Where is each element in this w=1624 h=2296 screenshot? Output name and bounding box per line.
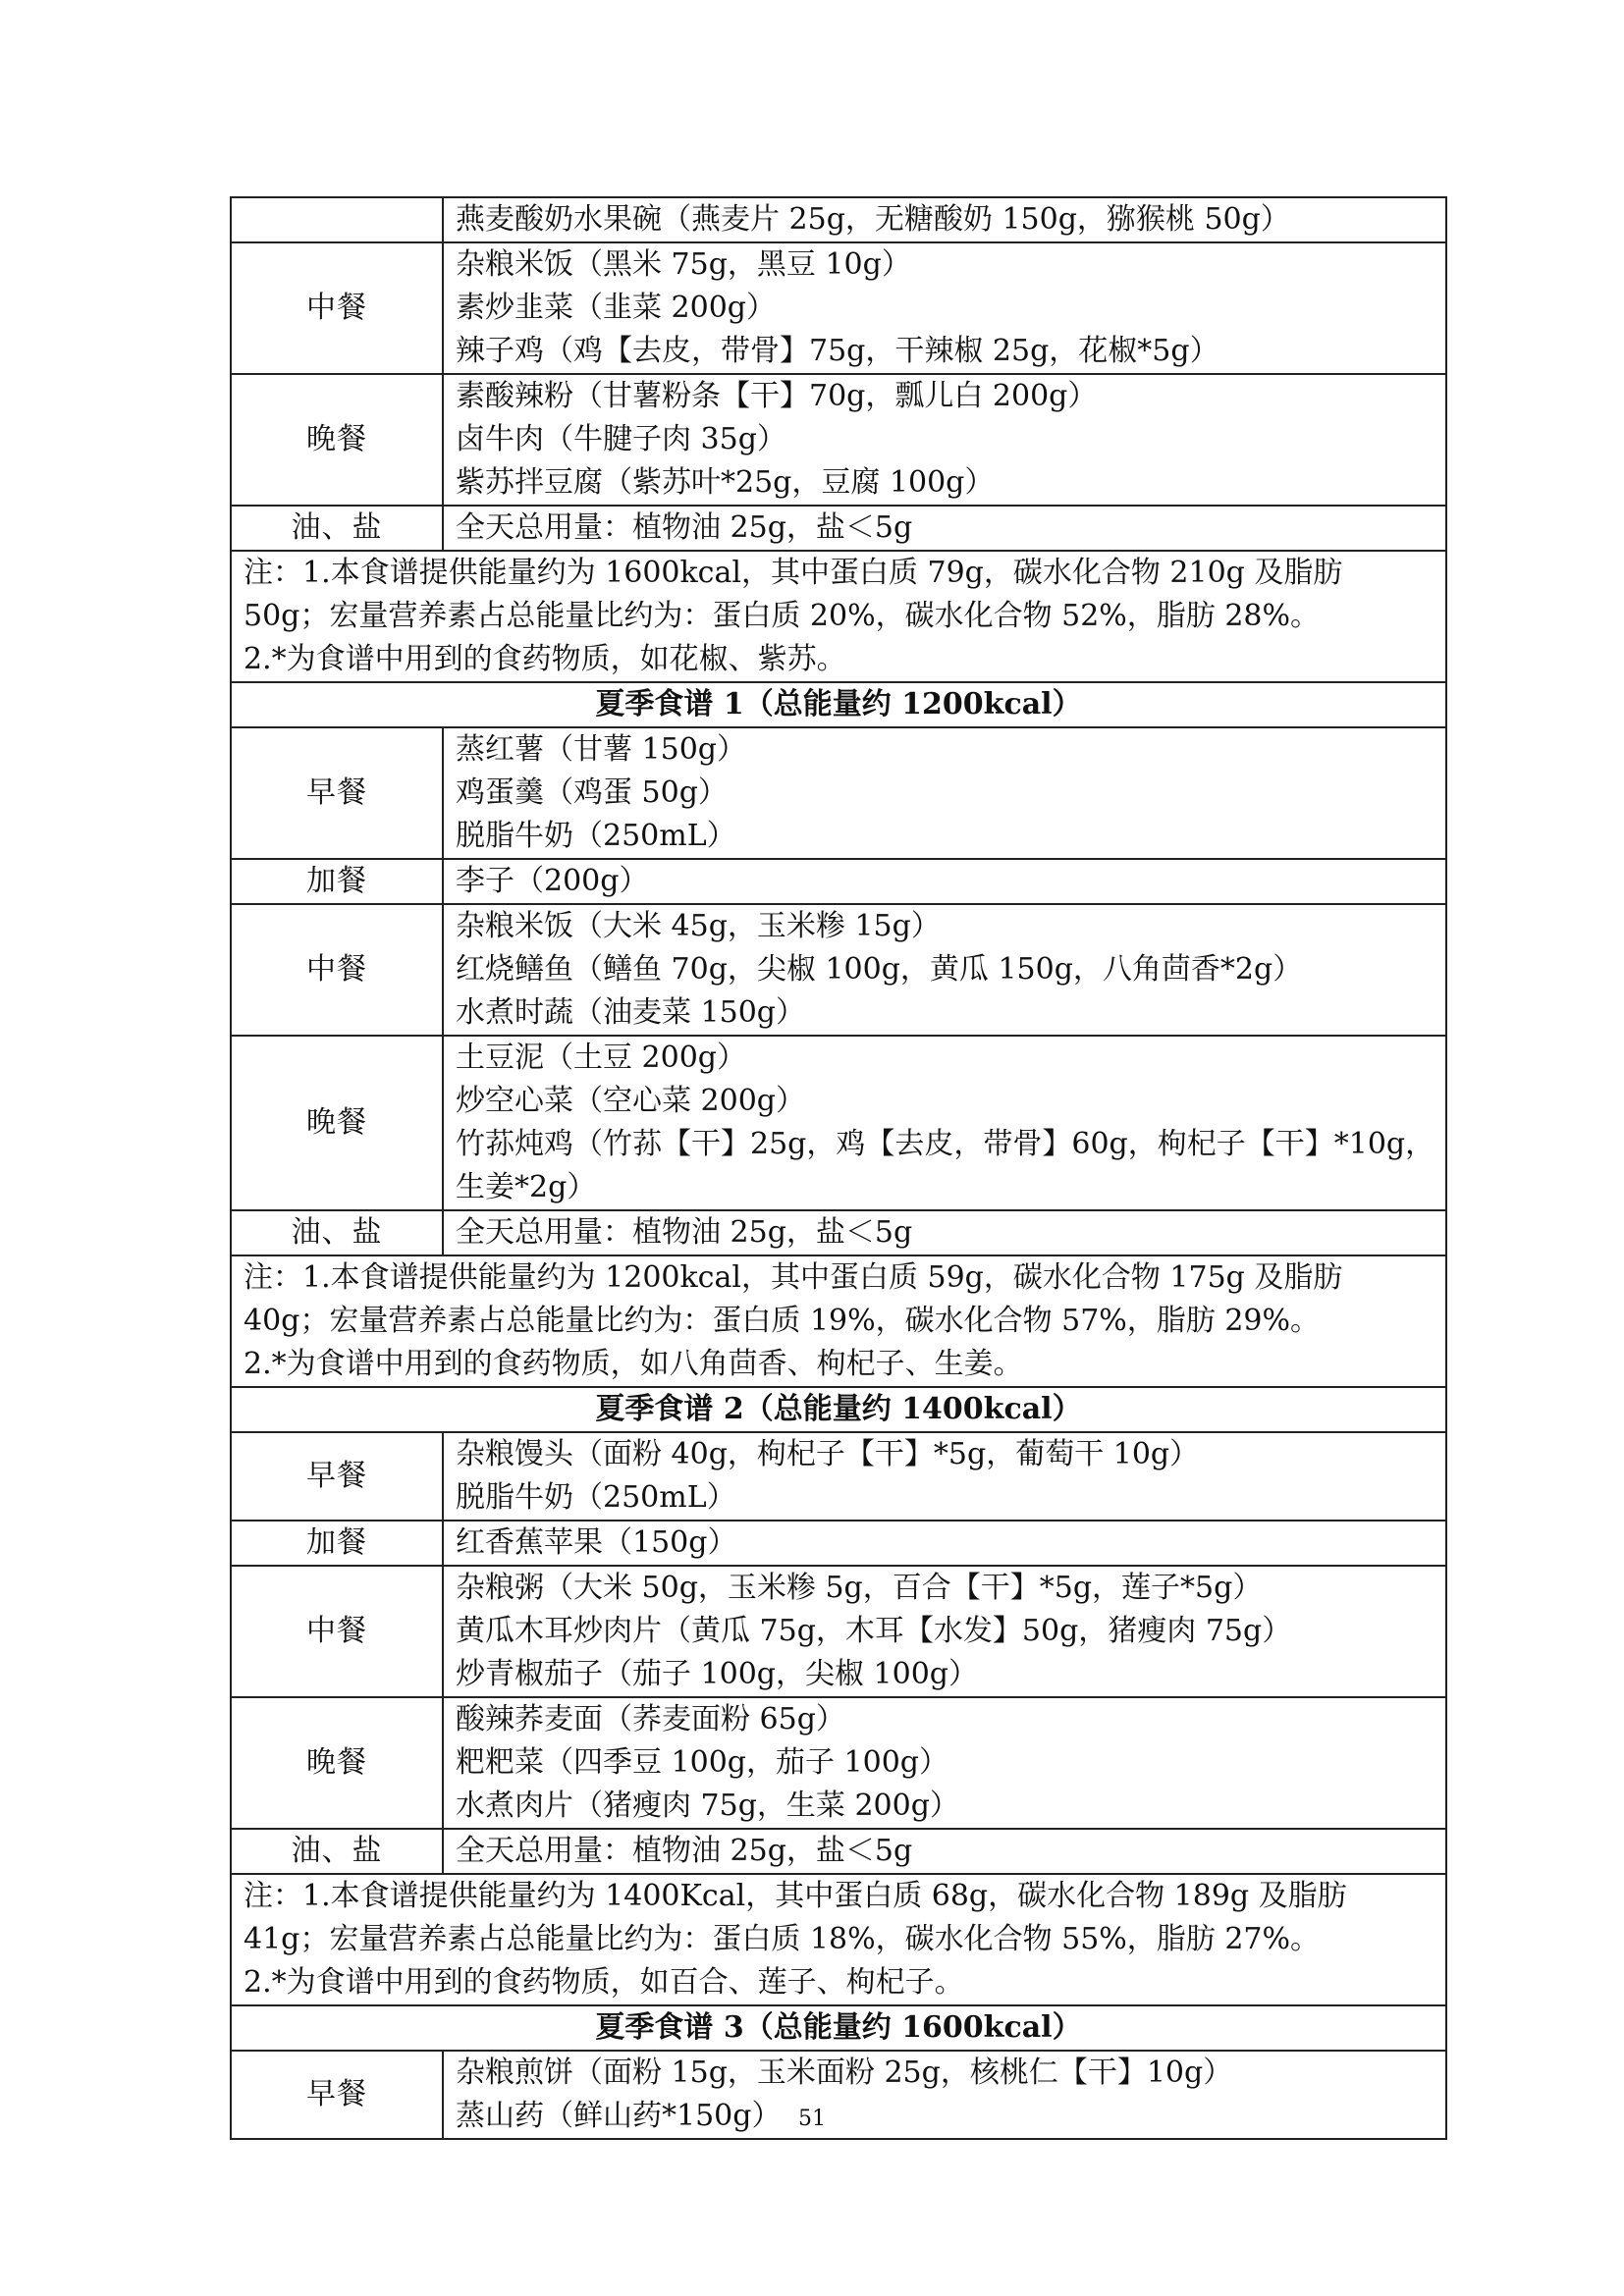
menu-table [230,196,1447,2140]
table-row [231,506,1446,551]
meal-cell: 晚餐 [231,374,443,506]
items-cell [443,1829,1446,1874]
dish-line: 全天总用量：植物油 25g，盐＜5g [456,1215,913,1250]
items-cell [443,1036,1446,1210]
items-cell [443,904,1446,1036]
meal-cell: 中餐 [231,242,443,374]
note-row [231,1255,1446,1387]
items-cell [443,1432,1446,1521]
table-row [231,727,1446,859]
meal-cell: 加餐 [231,1521,443,1566]
meal-cell: 中餐 [231,904,443,1036]
meal-cell: 晚餐 [231,1036,443,1210]
items-cell [443,197,1446,242]
dish-line: 全天总用量：植物油 25g，盐＜5g [456,510,913,545]
table-row [231,1521,1446,1566]
items-cell [443,242,1446,374]
section-title-row [231,1387,1446,1432]
note-line: 注：1.本食谱提供能量约为 1600kcal，其中蛋白质 79g，碳水化合物 210g 及脂肪 [244,556,1343,590]
meal-cell [231,197,443,242]
dish-line: 杂粮馒头（面粉 40g，枸杞子【干】*5g，葡萄干 10g） [456,1437,1200,1471]
dish-line: 杂粮米饭（大米 45g，玉米糁 15g） [456,909,941,943]
table-row [231,859,1446,904]
dish-line: 全天总用量：植物油 25g，盐＜5g [456,1834,913,1868]
note-line: 2.*为食谱中用到的食药物质，如花椒、紫苏。 [244,642,846,676]
dish-line: 辣子鸡（鸡【去皮，带骨】75g，干辣椒 25g，花椒*5g） [456,334,1219,368]
section-title: 夏季食谱 2（总能量约 1400kcal） [231,1387,1446,1432]
note-row [231,551,1446,682]
table-row [231,1210,1446,1255]
dish-line: 杂粮米饭（黑米 75g，黑豆 10g） [456,247,911,282]
dish-line: 蒸山药（鲜山药*150g） [456,2099,782,2133]
items-cell [443,1521,1446,1566]
items-cell [443,1566,1446,1697]
items-cell [443,506,1446,551]
dish-line: 蒸红薯（甘薯 150g） [456,732,747,767]
table-row [231,197,1446,242]
table-row [231,1697,1446,1829]
note-line: 41g；宏量营养素占总能量比约为：蛋白质 18%，碳水化合物 55%，脂肪 27%。 [244,1922,1321,1956]
note-line: 50g；宏量营养素占总能量比约为：蛋白质 20%，碳水化合物 52%，脂肪 28%。 [244,599,1321,633]
items-cell [443,859,1446,904]
dish-line: 素酸辣粉（甘薯粉条【干】70g，瓢儿白 200g） [456,379,1098,413]
note-line: 注：1.本食谱提供能量约为 1400Kcal，其中蛋白质 68g，碳水化合物 189g 及脂肪 [244,1879,1347,1913]
table-row [231,1036,1446,1210]
meal-cell: 油、盐 [231,1829,443,1874]
section-title-row [231,682,1446,727]
dish-line: 李子（200g） [456,864,649,898]
dish-line: 脱脂牛奶（250mL） [456,1480,736,1515]
dish-line: 水煮肉片（猪瘦肉 75g，生菜 200g） [456,1789,959,1823]
dish-line: 红烧鳝鱼（鳝鱼 70g，尖椒 100g，黄瓜 150g，八角茴香*2g） [456,952,1303,987]
note-line: 2.*为食谱中用到的食药物质，如八角茴香、枸杞子、生姜。 [244,1347,1023,1381]
dish-line: 脱脂牛奶（250mL） [456,819,736,853]
table-row [231,1566,1446,1697]
note-line: 40g；宏量营养素占总能量比约为：蛋白质 19%，碳水化合物 57%，脂肪 29%。 [244,1304,1321,1338]
section-title: 夏季食谱 1（总能量约 1200kcal） [231,682,1446,727]
page-number: 51 [798,2107,826,2131]
table-row [231,904,1446,1036]
meal-cell: 油、盐 [231,1210,443,1255]
meal-cell: 早餐 [231,1432,443,1521]
items-cell [443,727,1446,859]
dish-line: 黄瓜木耳炒肉片（黄瓜 75g，木耳【水发】50g，猪瘦肉 75g） [456,1614,1292,1648]
table-row [231,374,1446,506]
meal-cell: 早餐 [231,2051,443,2139]
section-title-row [231,2005,1446,2051]
note-cell [231,1874,1446,2005]
dish-line: 燕麦酸奶水果碗（燕麦片 25g，无糖酸奶 150g，猕猴桃 50g） [456,202,1290,237]
items-cell [443,1210,1446,1255]
dish-line: 粑粑菜（四季豆 100g，茄子 100g） [456,1745,949,1780]
dish-line: 鸡蛋羹（鸡蛋 50g） [456,775,728,810]
table-row [231,1829,1446,1874]
note-line: 注：1.本食谱提供能量约为 1200kcal，其中蛋白质 59g，碳水化合物 175g 及脂肪 [244,1260,1343,1295]
meal-cell: 早餐 [231,727,443,859]
dish-line: 卤牛肉（牛腱子肉 35g） [456,422,786,456]
dish-line: 杂粮粥（大米 50g，玉米糁 5g，百合【干】*5g，莲子*5g） [456,1571,1263,1605]
items-cell [443,374,1446,506]
table-row [231,242,1446,374]
dish-line: 土豆泥（土豆 200g） [456,1041,747,1075]
dish-line: 水煮时蔬（油麦菜 150g） [456,995,806,1030]
dish-line: 素炒韭菜（韭菜 200g） [456,291,777,325]
table-row [231,1432,1446,1521]
dish-line: 酸辣荞麦面（荞麦面粉 65g） [456,1702,845,1736]
section-title: 夏季食谱 3（总能量约 1600kcal） [231,2005,1446,2051]
items-cell [443,1697,1446,1829]
meal-cell: 中餐 [231,1566,443,1697]
dish-line: 紫苏拌豆腐（紫苏叶*25g，豆腐 100g） [456,465,995,500]
note-cell [231,551,1446,682]
dish-line: 红香蕉苹果（150g） [456,1525,737,1560]
dish-line: 炒青椒茄子（茄子 100g，尖椒 100g） [456,1657,979,1691]
meal-cell: 油、盐 [231,506,443,551]
note-row [231,1874,1446,2005]
meal-cell: 晚餐 [231,1697,443,1829]
note-cell [231,1255,1446,1387]
meal-cell: 加餐 [231,859,443,904]
dish-line: 炒空心菜（空心菜 200g） [456,1084,806,1118]
note-line: 2.*为食谱中用到的食药物质，如百合、莲子、枸杞子。 [244,1965,964,2000]
dish-line: 竹荪炖鸡（竹荪【干】25g，鸡【去皮，带骨】60g，枸杞子【干】*10g， [456,1127,1435,1161]
dish-line: 生姜*2g） [456,1170,597,1204]
dish-line: 杂粮煎饼（面粉 15g，玉米面粉 25g，核桃仁【干】10g） [456,2056,1233,2090]
